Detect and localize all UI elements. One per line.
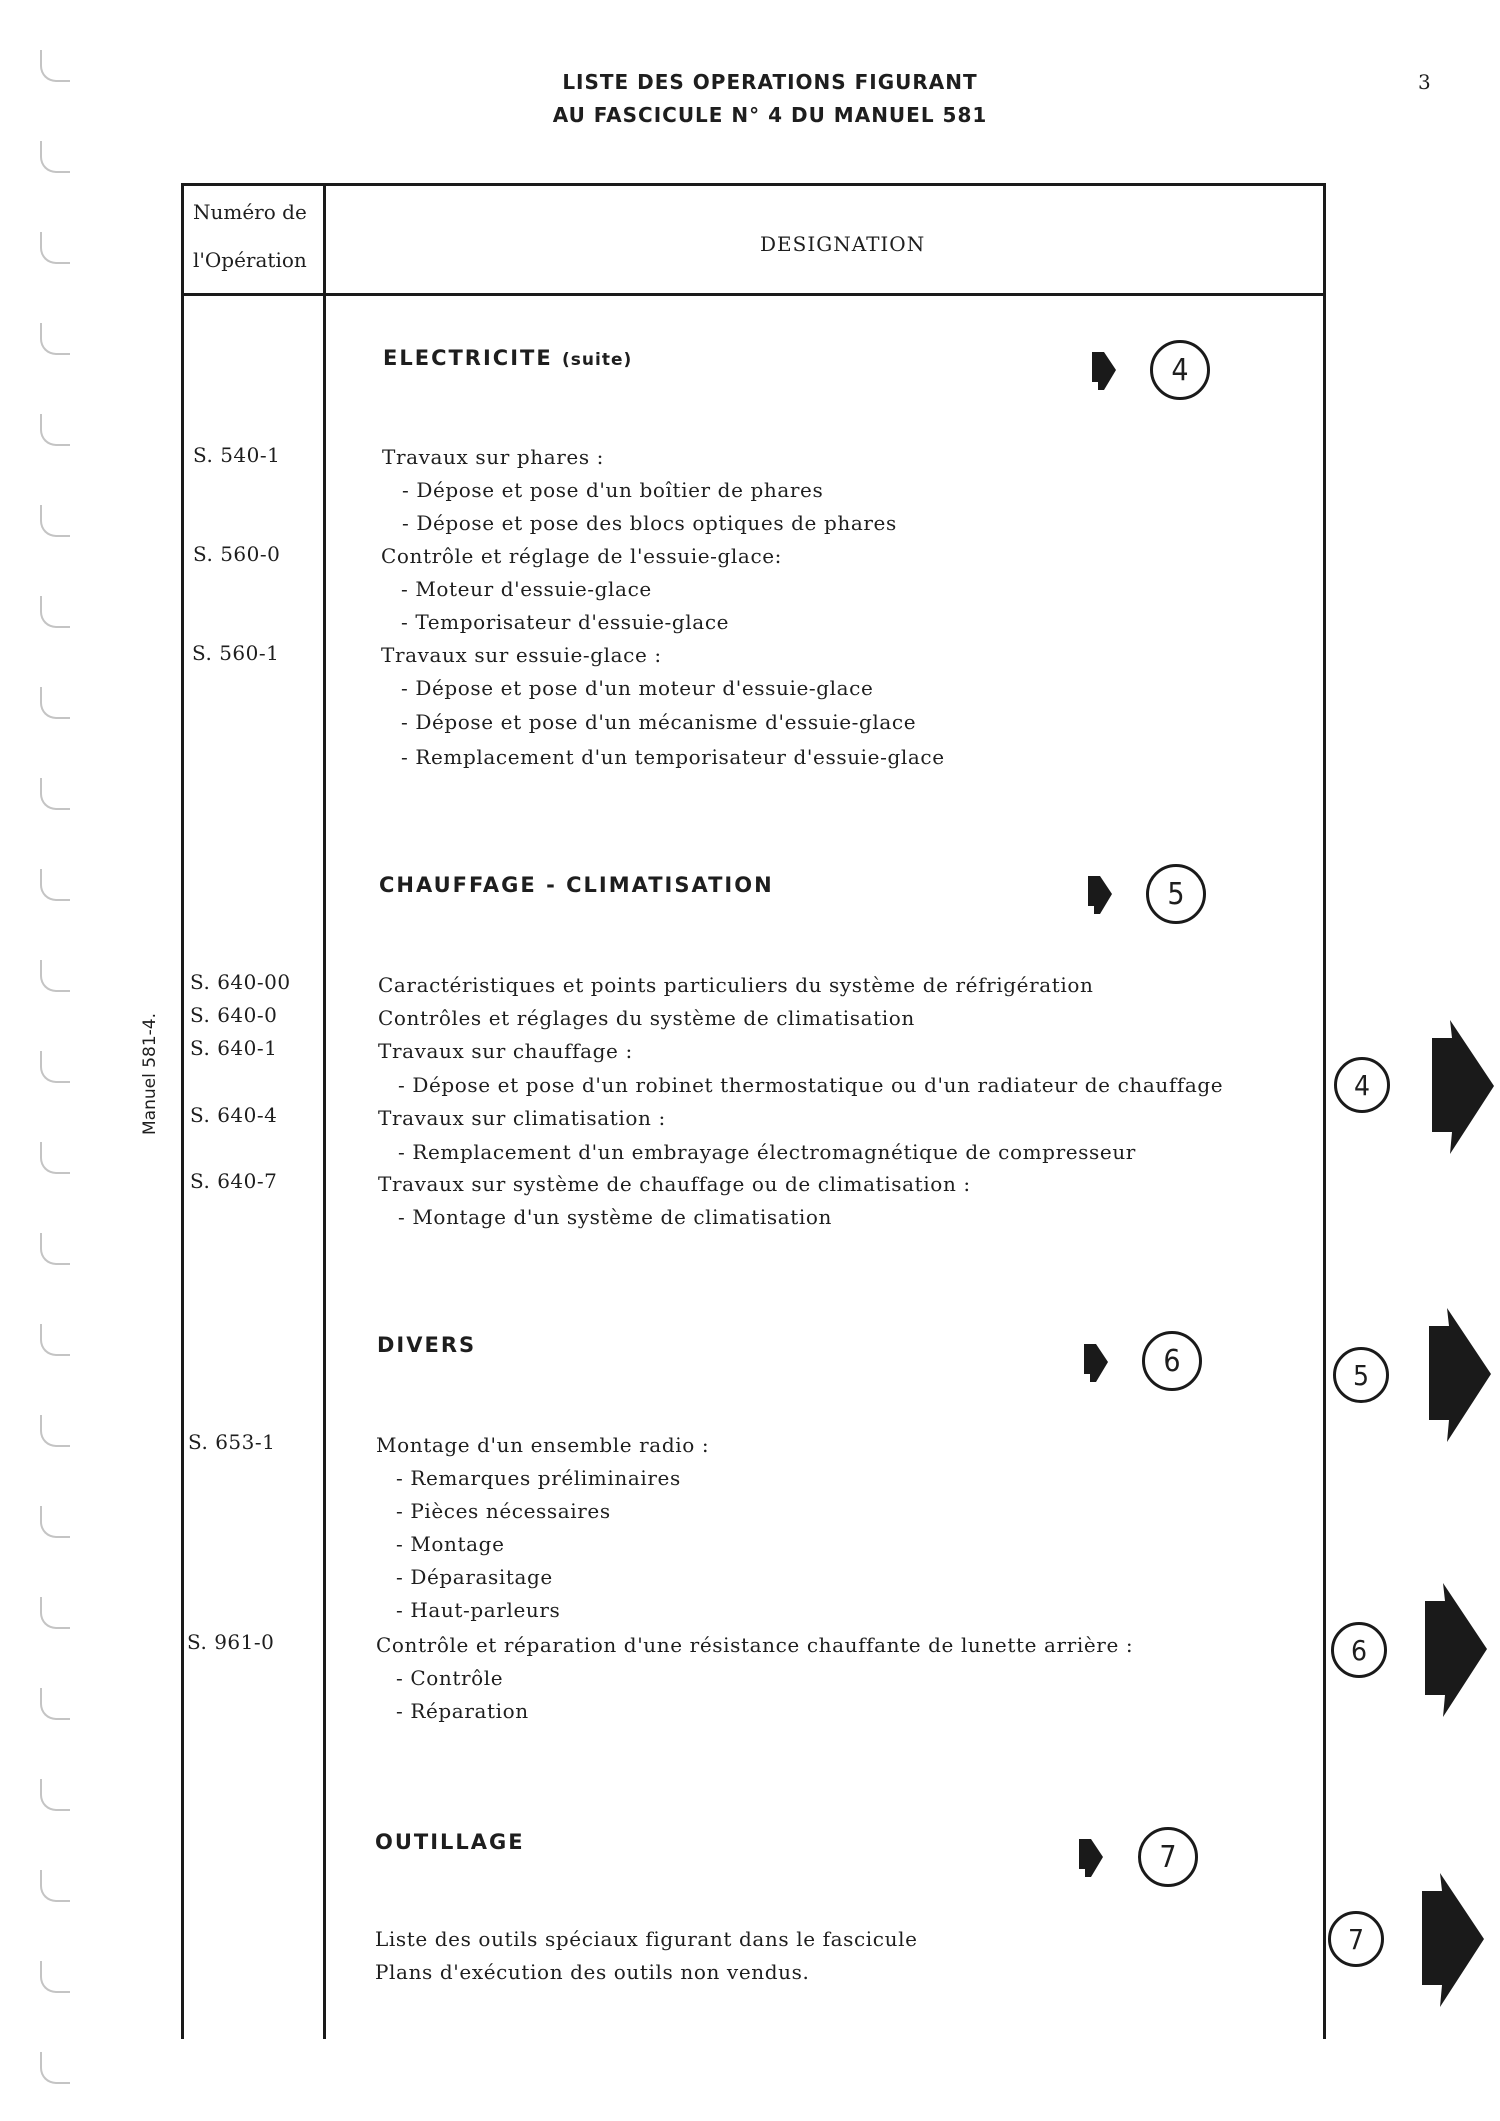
arrow-right-icon	[1425, 1306, 1493, 1444]
operation-number: S. 640-00	[190, 970, 291, 994]
table-top-rule	[183, 183, 1326, 186]
binder-hole	[40, 50, 70, 82]
designation-line: Liste des outils spéciaux figurant dans le fascicule	[375, 1927, 918, 1951]
binder-hole	[40, 1506, 70, 1538]
arrow-right-icon	[1090, 346, 1118, 396]
designation-line: - Contrôle	[396, 1666, 504, 1690]
edge-tab-number: 7	[1328, 1911, 1384, 1967]
section-title-text: OUTILLAGE	[375, 1830, 525, 1854]
binder-hole	[40, 1870, 70, 1902]
arrow-right-icon	[1421, 1581, 1489, 1719]
binder-hole	[40, 141, 70, 173]
operation-number: S. 653-1	[188, 1430, 276, 1454]
operation-number: S. 961-0	[187, 1630, 275, 1654]
document-title-line2: AU FASCICULE N° 4 DU MANUEL 581	[552, 103, 988, 127]
designation-line: - Montage d'un système de climatisation	[398, 1205, 833, 1229]
circled-number-5: 5	[1146, 864, 1206, 924]
binder-hole	[40, 232, 70, 264]
designation-line: Travaux sur essuie-glace :	[381, 643, 662, 667]
designation-line: Montage d'un ensemble radio :	[376, 1433, 710, 1457]
operation-number: S. 640-4	[190, 1103, 278, 1127]
arrow-right-icon	[1418, 1871, 1486, 2009]
designation-line: - Dépose et pose d'un boîtier de phares	[402, 478, 824, 502]
binder-hole	[40, 323, 70, 355]
column-header-designation: DESIGNATION	[760, 232, 926, 256]
binder-hole	[40, 1142, 70, 1174]
edge-tab-number: 4	[1334, 1057, 1390, 1113]
binder-hole	[40, 1324, 70, 1356]
binder-hole	[40, 1688, 70, 1720]
designation-line: - Haut-parleurs	[396, 1598, 561, 1622]
designation-line: Travaux sur phares :	[382, 445, 604, 469]
edge-tab-number: 5	[1333, 1347, 1389, 1403]
binder-hole	[40, 869, 70, 901]
circled-number-4: 4	[1150, 340, 1210, 400]
circled-number-7: 7	[1138, 1827, 1198, 1887]
designation-line: - Dépose et pose d'un mécanisme d'essuie-glace	[401, 710, 917, 734]
binder-hole	[40, 505, 70, 537]
operation-number: S. 640-1	[190, 1036, 278, 1060]
designation-line: Contrôle et réparation d'une résistance chauffante de lunette arrière :	[376, 1633, 1134, 1657]
section-title-electricite	[383, 346, 632, 370]
circled-number-6: 6	[1142, 1331, 1202, 1391]
designation-line: - Montage	[396, 1532, 505, 1556]
edge-tab-number: 6	[1331, 1622, 1387, 1678]
table-column-rule	[323, 183, 326, 2039]
binder-hole	[40, 1961, 70, 1993]
binder-hole	[40, 1779, 70, 1811]
binder-hole	[40, 778, 70, 810]
operation-number: S. 640-7	[190, 1169, 278, 1193]
column-header-operation: l'Opération	[193, 248, 307, 272]
binder-hole	[40, 1051, 70, 1083]
manual-side-label: Manuel 581-4.	[140, 1012, 160, 1135]
operation-number: S. 560-1	[192, 641, 280, 665]
section-title-text: CHAUFFAGE - CLIMATISATION	[379, 873, 774, 897]
binder-hole	[40, 2052, 70, 2084]
designation-line: Caractéristiques et points particuliers du système de réfrigération	[378, 973, 1094, 997]
designation-line: - Pièces nécessaires	[396, 1499, 611, 1523]
section-title-chauffage	[379, 873, 774, 897]
arrow-right-icon	[1082, 1338, 1110, 1388]
binder-hole	[40, 596, 70, 628]
page-number: 3	[1418, 70, 1431, 94]
designation-line: Travaux sur système de chauffage ou de climatisation :	[378, 1172, 971, 1196]
section-title-text: ELECTRICITE	[383, 346, 553, 370]
designation-line: - Dépose et pose d'un moteur d'essuie-glace	[401, 676, 874, 700]
designation-line: - Remplacement d'un embrayage électromagnétique de compresseur	[398, 1140, 1136, 1164]
designation-line: Travaux sur climatisation :	[378, 1106, 666, 1130]
binder-hole	[40, 1597, 70, 1629]
column-header-number: Numéro de	[193, 200, 307, 224]
binder-hole	[40, 960, 70, 992]
section-title-divers	[377, 1333, 476, 1357]
operation-number: S. 640-0	[190, 1003, 278, 1027]
binder-hole	[40, 414, 70, 446]
binder-hole	[40, 1233, 70, 1265]
table-right-rule	[1323, 183, 1326, 2039]
designation-line: - Déparasitage	[396, 1565, 553, 1589]
arrow-right-icon	[1077, 1833, 1105, 1883]
document-title-line1: LISTE DES OPERATIONS FIGURANT	[562, 70, 978, 94]
table-left-rule	[181, 183, 184, 2039]
designation-line: Plans d'exécution des outils non vendus.	[375, 1960, 810, 1984]
binder-hole	[40, 1415, 70, 1447]
designation-line: - Dépose et pose d'un robinet thermostatique ou d'un radiateur de chauffage	[398, 1073, 1224, 1097]
section-title-outillage	[375, 1830, 525, 1854]
section-title-suffix: (suite)	[562, 350, 633, 370]
binder-hole	[40, 687, 70, 719]
designation-line: - Temporisateur d'essuie-glace	[401, 610, 730, 634]
designation-line: - Moteur d'essuie-glace	[401, 577, 652, 601]
designation-line: - Dépose et pose des blocs optiques de phares	[402, 511, 897, 535]
designation-line: - Réparation	[396, 1699, 529, 1723]
arrow-right-icon	[1086, 870, 1114, 920]
table-header-rule	[183, 293, 1326, 296]
operation-number: S. 540-1	[193, 443, 281, 467]
arrow-right-icon	[1428, 1018, 1496, 1156]
designation-line: - Remplacement d'un temporisateur d'essuie-glace	[401, 745, 945, 769]
designation-line: - Remarques préliminaires	[396, 1466, 681, 1490]
designation-line: Contrôle et réglage de l'essuie-glace:	[381, 544, 783, 568]
designation-line: Contrôles et réglages du système de climatisation	[378, 1006, 915, 1030]
operation-number: S. 560-0	[193, 542, 281, 566]
section-title-text: DIVERS	[377, 1333, 477, 1357]
designation-line: Travaux sur chauffage :	[378, 1039, 633, 1063]
